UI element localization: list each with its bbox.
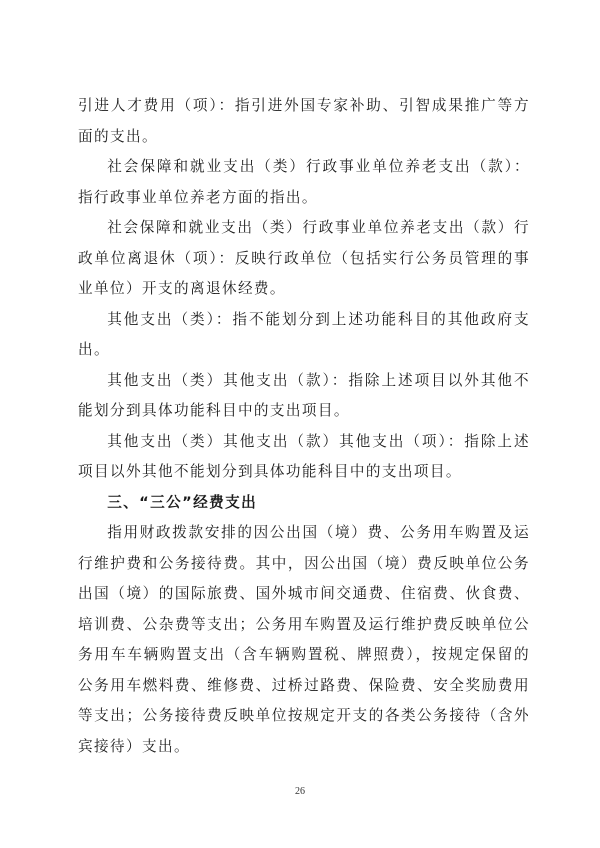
paragraph-three-public-expenses: 指用财政拨款安排的因公出国（境）费、公务用车购置及运行维护费和公务接待费。其中，因公出国（境）费反映单位公务出国（境）的国际旅费、国外城市间交通费、住宿费、伙食费、培训费、公杂费等支出；公务用车购置及运行维护费反映单位公务用车车辆购置支出（含车辆购置税、牌照费），按规定保留的公务用车燃料费、维修费、过桥过路费、保险费、安全奖励费用等支出；公务接待费反映单位按规定开支的各类公务接待（含外宾接待）支出。: [78, 524, 530, 755]
paragraph-other-expenses-category: 其他支出（类）：指不能划分到上述功能科目的其他政府支出。: [78, 310, 530, 358]
paragraph-other-expenses-item: 其他支出（类）其他支出（款）其他支出（项）：指除上述项目以外其他不能划分到具体功能科目中的支出项目。: [78, 432, 530, 480]
document-body: [78, 91, 530, 762]
section-heading: 三、“三公”经费支出: [107, 493, 258, 511]
paragraph-retirement-expenses: 社会保障和就业支出（类）行政事业单位养老支出（款）行政单位离退休（项）：反映行政单位（包括实行公务员管理的事业单位）开支的离退休经费。: [78, 219, 530, 297]
paragraph-other-expenses-section: 其他支出（类）其他支出（款）：指除上述项目以外其他不能划分到具体功能科目中的支出项目。: [78, 371, 530, 419]
paragraph-pension-expenses: 社会保障和就业支出（类）行政事业单位养老支出（款）：指行政事业单位养老方面的指出。: [78, 158, 530, 206]
page-number: 26: [295, 786, 305, 797]
paragraph-talent-expenses: 引进人才费用（项）：指引进外国专家补助、引智成果推广等方面的支出。: [78, 97, 530, 145]
